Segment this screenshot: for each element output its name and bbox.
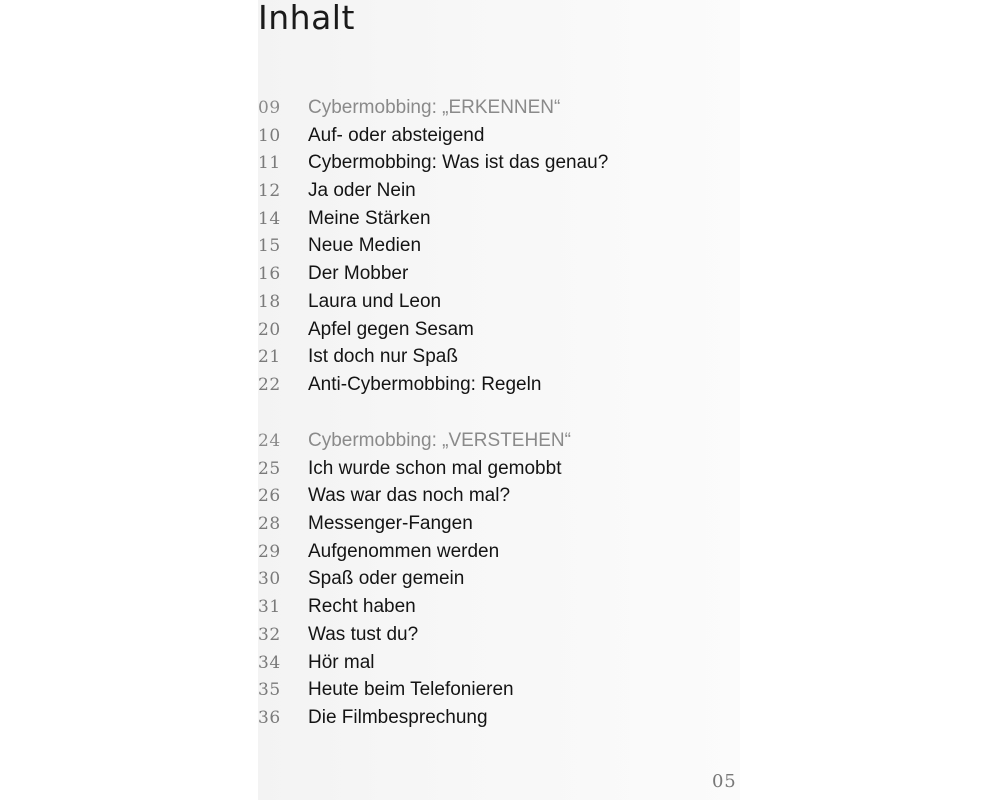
toc-entry	[258, 455, 738, 483]
toc-entry	[258, 316, 738, 344]
toc-entry	[258, 122, 738, 150]
toc-page-number: 22	[258, 374, 281, 395]
toc-entry-title: Heute beim Telefonieren	[308, 679, 514, 701]
toc-entry-title: Cybermobbing: Was ist das genau?	[308, 152, 609, 174]
toc-page-number: 16	[258, 264, 281, 285]
toc-section-erkennen	[258, 94, 738, 399]
toc-page-number: 15	[258, 236, 281, 257]
toc-entry-title: Anti-Cybermobbing: Regeln	[308, 373, 542, 395]
toc-page-number: 21	[258, 347, 281, 368]
toc-section-heading	[258, 427, 738, 455]
toc-page-number: 14	[258, 208, 281, 229]
page-title: Inhalt	[258, 0, 355, 37]
toc-entry-title: Die Filmbesprechung	[308, 706, 488, 728]
toc-page-number: 31	[258, 597, 281, 618]
toc-page-number: 36	[258, 707, 281, 728]
toc-page-number: 18	[258, 291, 281, 312]
toc-page-number: 09	[258, 98, 281, 118]
toc-page-number: 29	[258, 541, 281, 562]
toc-page-number: 25	[258, 458, 281, 479]
toc-entry	[258, 371, 738, 399]
toc-page-number: 28	[258, 514, 281, 535]
toc-entry	[258, 288, 738, 316]
toc-page-number: 10	[258, 125, 281, 146]
toc-entry-title: Was tust du?	[308, 623, 419, 645]
toc-page-number: 30	[258, 569, 281, 590]
toc-entry-title: Recht haben	[308, 596, 416, 618]
toc-entry-title: Laura und Leon	[308, 290, 442, 312]
toc-entry	[258, 704, 738, 732]
toc-page-number: 11	[258, 153, 281, 174]
toc-entry	[258, 343, 738, 371]
toc-entry-title: Ja oder Nein	[308, 180, 416, 202]
toc-section-title: Cybermobbing: „ERKENNEN“	[308, 97, 561, 118]
toc-entry-title: Meine Stärken	[308, 207, 431, 229]
toc-page-number: 26	[258, 486, 281, 507]
toc-section-title: Cybermobbing: „VERSTEHEN“	[308, 430, 571, 451]
toc-entry-title: Ist doch nur Spaß	[308, 346, 458, 368]
toc-entry	[258, 593, 738, 621]
toc-entry	[258, 510, 738, 538]
toc-entry	[258, 232, 738, 260]
toc-entry-title: Was war das noch mal?	[308, 485, 511, 507]
page-number: 05	[712, 771, 737, 792]
toc-section-heading	[258, 94, 738, 122]
toc-entry	[258, 149, 738, 177]
toc-page-number: 12	[258, 181, 281, 202]
toc-entry	[258, 649, 738, 677]
toc-entry	[258, 177, 738, 205]
toc-entry	[258, 260, 738, 288]
toc-page-number: 34	[258, 652, 281, 673]
toc-entry	[258, 676, 738, 704]
toc-entry	[258, 482, 738, 510]
toc-entry-title: Messenger-Fangen	[308, 513, 473, 535]
toc-entry	[258, 621, 738, 649]
toc-entry-title: Auf- oder absteigend	[308, 124, 485, 146]
toc-entry-title: Der Mobber	[308, 263, 409, 285]
toc-entry	[258, 565, 738, 593]
toc-entry-title: Spaß oder gemein	[308, 568, 465, 590]
toc-entry-title: Hör mal	[308, 651, 375, 673]
toc-section-verstehen	[258, 427, 738, 732]
toc-page-number: 24	[258, 431, 281, 451]
toc-entry-title: Neue Medien	[308, 235, 422, 257]
toc-entry-title: Ich wurde schon mal gemobbt	[308, 457, 562, 479]
toc-entry	[258, 538, 738, 566]
toc-entry-title: Apfel gegen Sesam	[308, 318, 474, 340]
toc-page-number: 20	[258, 319, 281, 340]
toc-entry-title: Aufgenommen werden	[308, 540, 500, 562]
toc-entry	[258, 205, 738, 233]
toc-page-number: 35	[258, 680, 281, 701]
toc-page-number: 32	[258, 624, 281, 645]
